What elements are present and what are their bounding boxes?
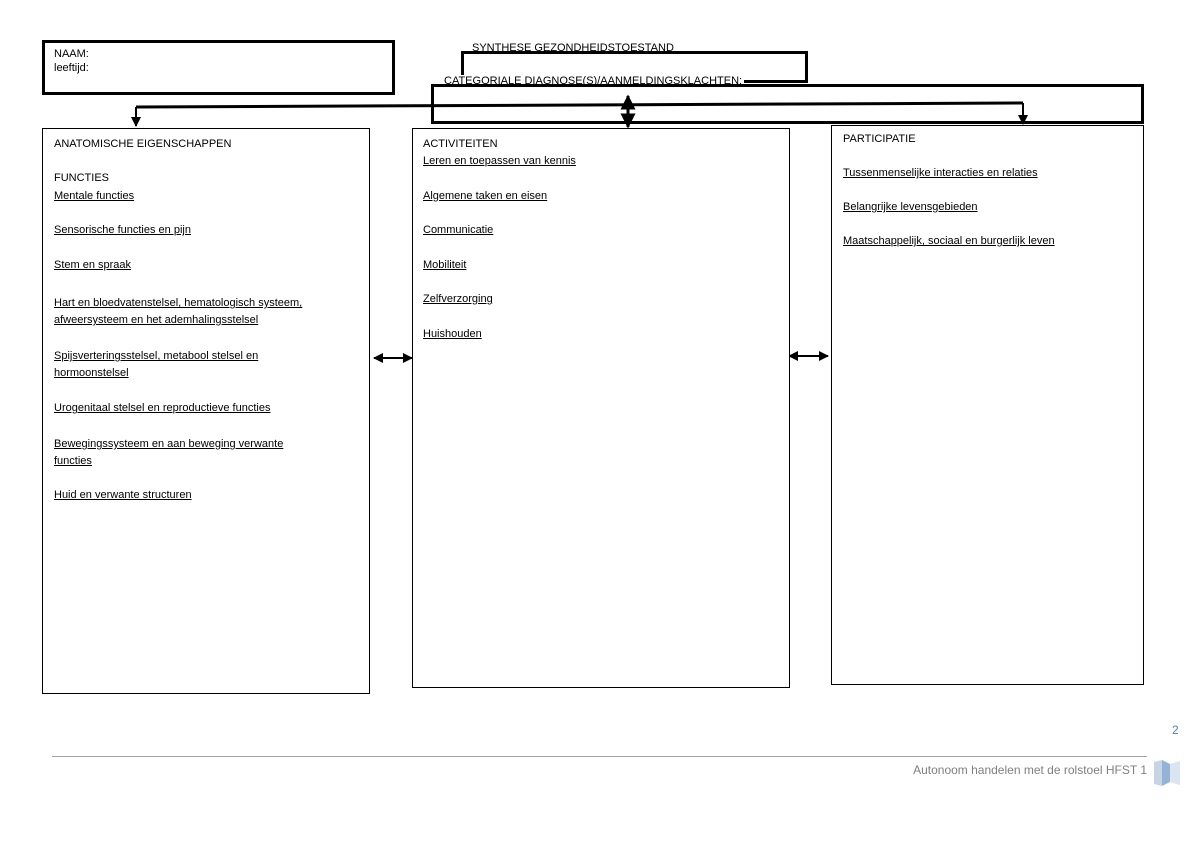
list-item: Leren en toepassen van kennis bbox=[423, 155, 576, 167]
list-item: Communicatie bbox=[423, 224, 494, 236]
running-title: Autonoom handelen met de rolstoel HFST 1 bbox=[913, 763, 1147, 777]
diagnosis-label: CATEGORIALE DIAGNOSE(S)/AANMELDINGSKLACHTEN: bbox=[444, 75, 743, 87]
list-item: Mentale functies bbox=[54, 190, 135, 202]
list-item: functies bbox=[54, 455, 92, 467]
list-item: Urogenitaal stelsel en reproductieve functies bbox=[54, 402, 271, 414]
participation-heading: PARTICIPATIE bbox=[843, 133, 916, 145]
footer-rule bbox=[52, 756, 1147, 757]
list-item: Spijsverteringsstelsel, metabool stelsel en bbox=[54, 350, 259, 362]
list-item: Tussenmenselijke interacties en relaties bbox=[843, 167, 1038, 179]
anatomy-heading: ANATOMISCHE EIGENSCHAPPEN bbox=[54, 138, 232, 150]
activities-heading: ACTIVITEITEN bbox=[423, 138, 498, 150]
activities-box bbox=[412, 128, 790, 688]
list-item: Algemene taken en eisen bbox=[423, 190, 548, 202]
list-item: Belangrijke levensgebieden bbox=[843, 201, 978, 213]
distribution-line bbox=[136, 103, 1023, 107]
list-item: Maatschappelijk, sociaal en burgerlijk leven bbox=[843, 235, 1055, 247]
list-item: Zelfverzorging bbox=[423, 293, 493, 305]
name-label: NAAM: bbox=[54, 48, 89, 60]
list-item: Bewegingssysteem en aan beweging verwante bbox=[54, 438, 284, 450]
list-item: Mobiliteit bbox=[423, 259, 467, 271]
list-item: Sensorische functies en pijn bbox=[54, 224, 191, 236]
list-item: Huishouden bbox=[423, 328, 482, 340]
list-item: hormoonstelsel bbox=[54, 367, 129, 379]
footer-ribbon-icon bbox=[1152, 758, 1182, 788]
age-label: leeftijd: bbox=[54, 62, 89, 74]
list-item: Stem en spraak bbox=[54, 259, 132, 271]
page-number: 2 bbox=[1172, 723, 1179, 737]
list-item: Huid en verwante structuren bbox=[54, 489, 192, 501]
page-title: SYNTHESE GEZONDHEIDSTOESTAND bbox=[472, 42, 674, 54]
functions-heading: FUNCTIES bbox=[54, 172, 109, 184]
list-item: afweersysteem en het ademhalingsstelsel bbox=[54, 314, 259, 326]
list-item: Hart en bloedvatenstelsel, hematologisch systeem, bbox=[54, 297, 303, 309]
